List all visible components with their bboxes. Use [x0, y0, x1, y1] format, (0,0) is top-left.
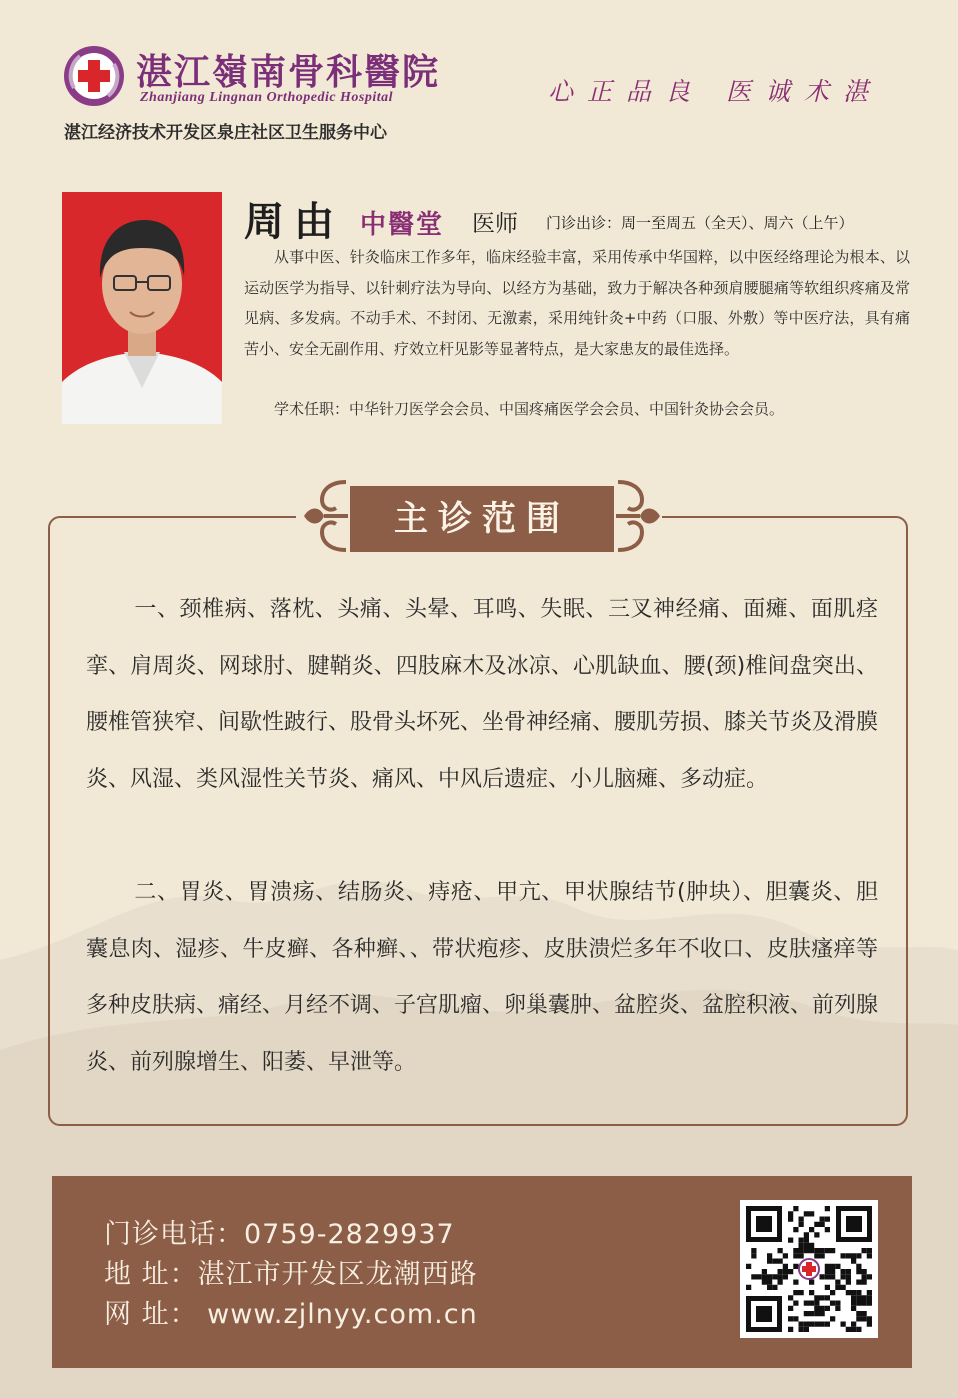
hospital-name-cn: 湛江嶺南骨科醫院: [136, 51, 441, 93]
scroll-ornament-right-icon: [614, 476, 664, 556]
scope-item-1: 一、颈椎病、落枕、头痛、头晕、耳鸣、失眠、三叉神经痛、面瘫、面肌痉挛、肩周炎、网球肘、腱鞘炎、四肢麻木及冰凉、心肌缺血、腰(颈)椎间盘突出、腰椎管狭窄、间歇性跛行、股骨头坏死、坐骨神经痛、腰肌劳损、膝关节炎及滑膜炎、风湿、类风湿性关节炎、痛风、中风后遗症、小儿脑瘫、多动症。: [86, 597, 879, 792]
hospital-name-en: Zhanjiang Lingnan Orthopedic Hospital: [140, 90, 394, 105]
contact-phone: 门诊电话：0759-2829937: [104, 1219, 455, 1250]
doctor-title: 医师: [472, 211, 518, 237]
doctor-bio: 从事中医、针灸临床工作多年，临床经验丰富，采用传承中华国粹，以中医经络理论为根本、以运动医学为指导、以针刺疗法为导向、以经方为基础，致力于解决各种颈肩腰腿痛等软组织疼痛及常见病、多发病。不动手术、不封闭、无激素，采用纯针灸+中药（口服、外敷）等中医疗法，具有痛苦小、安全无副作用、疗效立杆见影等显著特点，是大家患友的最佳选择。: [244, 248, 910, 358]
doctor-academic-positions: 学术任职：中华针刀医学会会员、中国疼痛医学会会员、中国针灸协会会员。: [274, 400, 785, 418]
doctor-name: 周由: [244, 198, 344, 245]
doctor-photo: [62, 192, 222, 424]
scroll-ornament-left-icon: [300, 476, 350, 556]
scope-title: 主诊范围: [394, 499, 570, 539]
contact-address: 地 址：湛江市开发区龙潮西路: [104, 1259, 478, 1290]
doctor-department: 中醫堂: [360, 210, 445, 240]
contact-website[interactable]: 网 址： www.zjlnyy.com.cn: [104, 1299, 478, 1330]
center-name: 湛江经济技术开发区泉庄社区卫生服务中心: [64, 123, 387, 143]
scope-item-2: 二、胃炎、胃溃疡、结肠炎、痔疮、甲亢、甲状腺结节(肿块）、胆囊炎、胆囊息肉、湿疹、牛皮癣、各种癣、、带状疱疹、皮肤溃烂多年不收口、皮肤瘙痒等多种皮肤病、痛经、月经不调、子宫肌瘤、卵巢囊肿、盆腔炎、盆腔积液、前列腺炎、前列腺增生、阳萎、早泄等。: [86, 880, 879, 1075]
slogan: 心正品良 医诚术湛: [548, 77, 882, 106]
red-cross-logo-icon: [62, 44, 126, 108]
qr-code-icon[interactable]: [746, 1206, 872, 1332]
clinic-hours: 门诊出诊：周一至周五（全天）、周六（上午）: [546, 214, 854, 232]
